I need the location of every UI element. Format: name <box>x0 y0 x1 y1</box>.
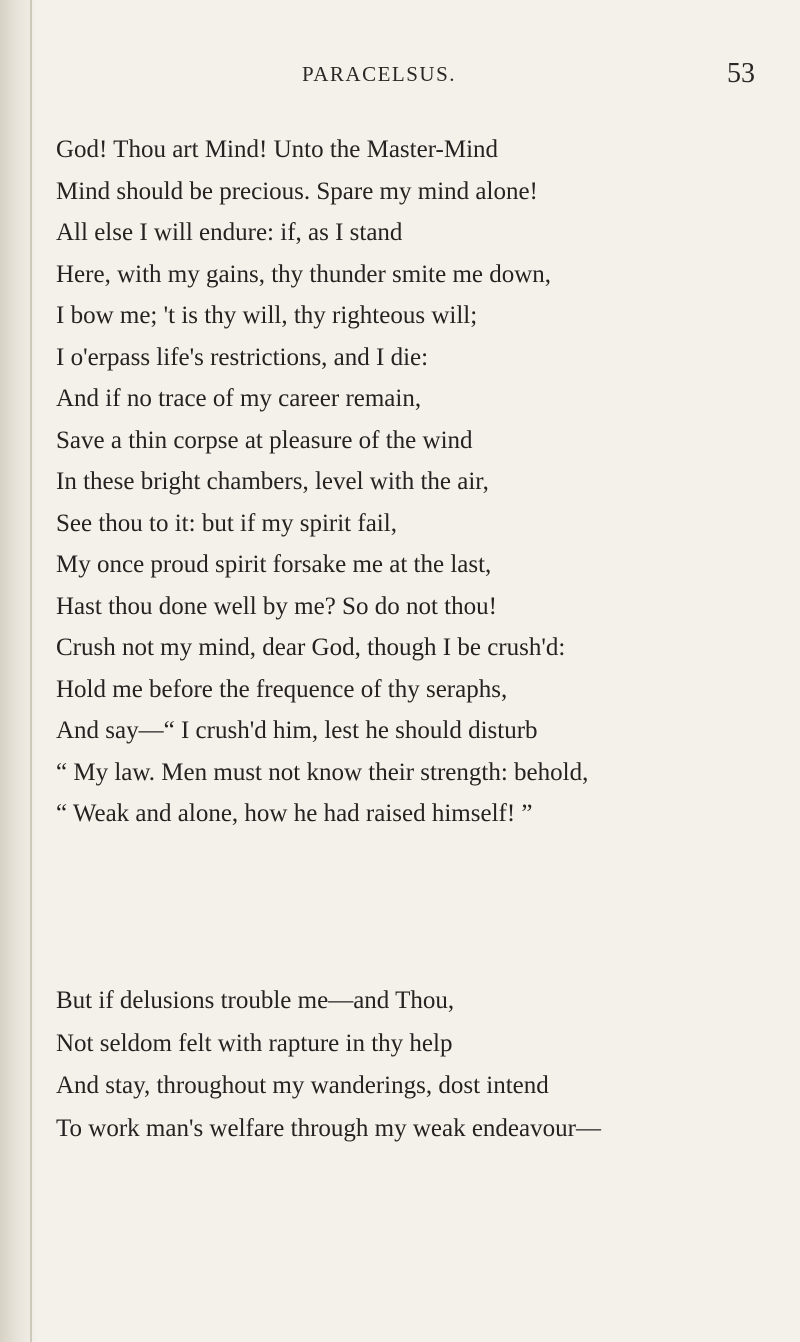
verse-line: God! Thou art Mind! Unto the Master-Mind <box>56 136 499 163</box>
verse-line: And say—“ I crush'd him, lest he should disturb <box>56 717 538 744</box>
page-edge-shadow <box>0 0 38 1342</box>
verse-line: Not seldom felt with rapture in thy help <box>56 1029 453 1057</box>
verse-line: Save a thin corpse at pleasure of the wind <box>56 426 473 454</box>
binding-gutter <box>30 0 32 1342</box>
verse-line: Hast thou done well by me? So do not thou! <box>56 592 497 620</box>
verse-line: Hold me before the frequence of thy seraphs, <box>56 675 508 703</box>
stanza-1 <box>56 129 780 835</box>
verse-line: “ Weak and alone, how he had raised himself! ” <box>56 800 533 827</box>
verse-line: Mind should be precious. Spare my mind alone! <box>56 177 538 205</box>
verse-line: See thou to it: but if my spirit fail, <box>56 509 397 537</box>
verse-line: And if no trace of my career remain, <box>56 385 422 412</box>
stanza-2 <box>56 980 780 1150</box>
verse-line: Here, with my gains, thy thunder smite me down, <box>56 260 552 288</box>
running-head: PARACELSUS. <box>302 62 457 86</box>
verse-line: To work man's welfare through my weak endeavour— <box>56 1114 601 1142</box>
page-header <box>0 58 800 98</box>
verse-line: I bow me; 't is thy will, thy righteous will; <box>56 302 478 329</box>
page-number: 53 <box>727 58 755 89</box>
verse-line: In these bright chambers, level with the air, <box>56 468 489 495</box>
verse-line: My once proud spirit forsake me at the last, <box>56 551 492 578</box>
verse-line: Crush not my mind, dear God, though I be crush'd: <box>56 634 566 661</box>
verse-line: All else I will endure: if, as I stand <box>56 219 403 246</box>
verse-line: But if delusions trouble me—and Thou, <box>56 987 455 1014</box>
verse-line: I o'erpass life's restrictions, and I die: <box>56 343 429 371</box>
verse-line: And stay, throughout my wanderings, dost intend <box>56 1072 549 1099</box>
verse-line: “ My law. Men must not know their strength: behold, <box>56 758 589 786</box>
